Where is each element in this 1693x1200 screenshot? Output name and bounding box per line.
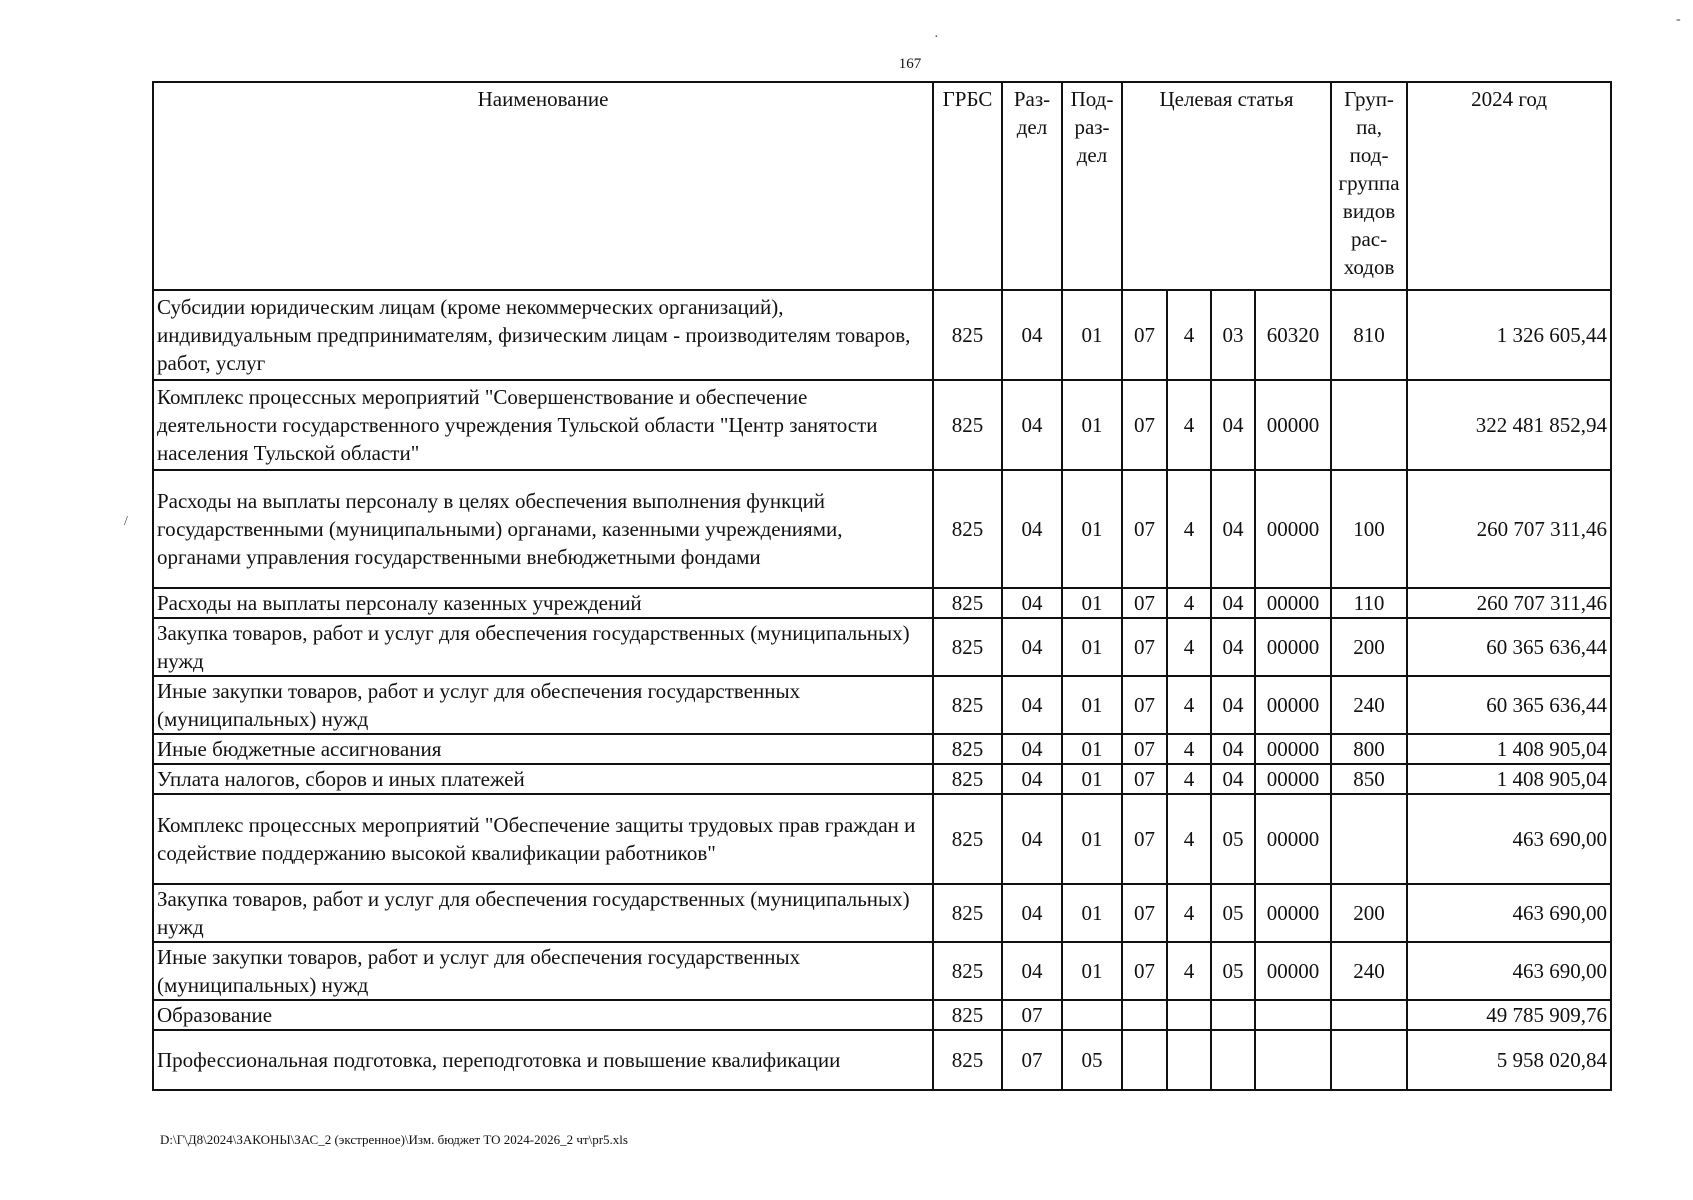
cell-grbs: 825 [933,1030,1002,1090]
cell-name: Комплекс процессных мероприятий "Обеспечение защиты трудовых прав граждан и содействие поддержанию высокой квалификации работников" [153,794,933,884]
header-podrazdel: Под- раз- дел [1062,82,1122,290]
cell-t4: 00000 [1255,764,1331,794]
cell-rz: 04 [1002,676,1062,734]
cell-grbs: 825 [933,764,1002,794]
table-row [153,884,1611,942]
cell-grbs: 825 [933,618,1002,676]
table-body [153,290,1611,1090]
cell-pr: 01 [1062,794,1122,884]
cell-pr: 01 [1062,942,1122,1000]
cell-rz: 04 [1002,942,1062,1000]
header-year: 2024 год [1407,82,1611,290]
cell-t2 [1167,1000,1211,1030]
cell-amount: 5 958 020,84 [1407,1030,1611,1090]
cell-pr: 01 [1062,290,1122,380]
cell-rz: 04 [1002,290,1062,380]
cell-name: Расходы на выплаты персоналу в целях обеспечения выполнения функций государственными (муниципальными) органами, казенными учреждениями, органами управления государственными внебюджетными фондами [153,470,933,588]
cell-pr [1062,1000,1122,1030]
cell-name: Закупка товаров, работ и услуг для обеспечения государственных (муниципальных) нужд [153,618,933,676]
cell-grbs: 825 [933,794,1002,884]
cell-t4: 00000 [1255,884,1331,942]
cell-t1 [1122,1000,1167,1030]
table-row [153,470,1611,588]
cell-t3 [1211,1030,1255,1090]
cell-rz: 04 [1002,794,1062,884]
header-target: Целевая статья [1122,82,1331,290]
cell-t3 [1211,1000,1255,1030]
cell-name: Иные бюджетные ассигнования [153,734,933,764]
cell-grbs: 825 [933,676,1002,734]
cell-amount: 1 408 905,04 [1407,734,1611,764]
cell-name: Образование [153,1000,933,1030]
cell-grbs: 825 [933,884,1002,942]
cell-t2: 4 [1167,884,1211,942]
table-row [153,794,1611,884]
cell-t4: 00000 [1255,794,1331,884]
cell-t3: 04 [1211,618,1255,676]
cell-grbs: 825 [933,942,1002,1000]
cell-vr [1331,1000,1407,1030]
cell-t4: 00000 [1255,942,1331,1000]
cell-grbs: 825 [933,380,1002,470]
cell-t2: 4 [1167,618,1211,676]
cell-t1: 07 [1122,470,1167,588]
cell-t2: 4 [1167,380,1211,470]
table-row [153,734,1611,764]
cell-pr: 01 [1062,884,1122,942]
cell-t2: 4 [1167,588,1211,618]
cell-name: Уплата налогов, сборов и иных платежей [153,764,933,794]
cell-vr: 850 [1331,764,1407,794]
table-row [153,1030,1611,1090]
cell-pr: 01 [1062,764,1122,794]
cell-name: Иные закупки товаров, работ и услуг для обеспечения государственных (муниципальных) нужд [153,942,933,1000]
cell-rz: 04 [1002,734,1062,764]
cell-vr: 110 [1331,588,1407,618]
cell-vr [1331,1030,1407,1090]
header-name: Наименование [153,82,933,290]
cell-grbs: 825 [933,470,1002,588]
cell-t4: 00000 [1255,380,1331,470]
header-grbs: ГРБС [933,82,1002,290]
table-row [153,618,1611,676]
cell-t1: 07 [1122,588,1167,618]
cell-t3: 04 [1211,734,1255,764]
cell-amount: 49 785 909,76 [1407,1000,1611,1030]
cell-pr: 01 [1062,618,1122,676]
cell-amount: 60 365 636,44 [1407,676,1611,734]
cell-rz: 04 [1002,470,1062,588]
cell-t2: 4 [1167,794,1211,884]
cell-name: Профессиональная подготовка, переподготовка и повышение квалификации [153,1030,933,1090]
cell-t3: 04 [1211,588,1255,618]
cell-t2: 4 [1167,676,1211,734]
cell-amount: 463 690,00 [1407,884,1611,942]
cell-t4: 60320 [1255,290,1331,380]
cell-t1: 07 [1122,884,1167,942]
cell-t1: 07 [1122,734,1167,764]
cell-t2: 4 [1167,764,1211,794]
cell-amount: 260 707 311,46 [1407,470,1611,588]
cell-grbs: 825 [933,588,1002,618]
budget-table [152,81,1612,1091]
table-row [153,676,1611,734]
cell-t1: 07 [1122,618,1167,676]
cell-pr: 01 [1062,676,1122,734]
cell-amount: 1 326 605,44 [1407,290,1611,380]
cell-t1: 07 [1122,764,1167,794]
cell-t1 [1122,1030,1167,1090]
cell-t2: 4 [1167,734,1211,764]
cell-t1: 07 [1122,942,1167,1000]
cell-t4 [1255,1000,1331,1030]
table-row [153,942,1611,1000]
scan-speck: - [1676,12,1681,27]
cell-vr: 200 [1331,884,1407,942]
cell-t2: 4 [1167,290,1211,380]
cell-vr: 100 [1331,470,1407,588]
cell-vr: 240 [1331,942,1407,1000]
table-row [153,764,1611,794]
cell-t1: 07 [1122,676,1167,734]
cell-t2: 4 [1167,942,1211,1000]
cell-t4: 00000 [1255,734,1331,764]
cell-t3: 04 [1211,676,1255,734]
cell-vr: 810 [1331,290,1407,380]
cell-pr: 01 [1062,588,1122,618]
footer-file-path: D:\Г\Д8\2024\ЗАКОНЫ\ЗАС_2 (экстренное)\Изм. бюджет ТО 2024-2026_2 чт\pr5.xls [160,1132,628,1147]
cell-t4: 00000 [1255,676,1331,734]
header-group: Груп- па, под- группа видов рас- ходов [1331,82,1407,290]
cell-t3: 03 [1211,290,1255,380]
cell-t2 [1167,1030,1211,1090]
cell-pr: 01 [1062,734,1122,764]
cell-pr: 01 [1062,380,1122,470]
cell-t1: 07 [1122,794,1167,884]
cell-t1: 07 [1122,290,1167,380]
cell-t4: 00000 [1255,588,1331,618]
cell-amount: 60 365 636,44 [1407,618,1611,676]
cell-vr [1331,380,1407,470]
cell-rz: 04 [1002,380,1062,470]
cell-name: Закупка товаров, работ и услуг для обеспечения государственных (муниципальных) нужд [153,884,933,942]
cell-amount: 463 690,00 [1407,942,1611,1000]
cell-rz: 04 [1002,588,1062,618]
cell-grbs: 825 [933,734,1002,764]
cell-name: Расходы на выплаты персоналу казенных учреждений [153,588,933,618]
cell-t3: 05 [1211,884,1255,942]
cell-vr: 800 [1331,734,1407,764]
table-row [153,380,1611,470]
scan-speck: · [934,30,939,45]
cell-grbs: 825 [933,290,1002,380]
cell-vr [1331,794,1407,884]
cell-vr: 240 [1331,676,1407,734]
cell-t3: 05 [1211,794,1255,884]
cell-amount: 1 408 905,04 [1407,764,1611,794]
cell-t1: 07 [1122,380,1167,470]
cell-t3: 04 [1211,470,1255,588]
table-header-row [153,82,1611,290]
table-row [153,1000,1611,1030]
table-row [153,588,1611,618]
cell-rz: 04 [1002,618,1062,676]
cell-pr: 01 [1062,470,1122,588]
cell-t3: 04 [1211,380,1255,470]
cell-name: Иные закупки товаров, работ и услуг для обеспечения государственных (муниципальных) нужд [153,676,933,734]
cell-t2: 4 [1167,470,1211,588]
cell-t4 [1255,1030,1331,1090]
cell-amount: 322 481 852,94 [1407,380,1611,470]
cell-amount: 260 707 311,46 [1407,588,1611,618]
cell-rz: 07 [1002,1030,1062,1090]
cell-vr: 200 [1331,618,1407,676]
page-number: 167 [898,56,922,72]
cell-t3: 05 [1211,942,1255,1000]
cell-rz: 04 [1002,884,1062,942]
cell-t3: 04 [1211,764,1255,794]
cell-t4: 00000 [1255,470,1331,588]
cell-t4: 00000 [1255,618,1331,676]
table-row [153,290,1611,380]
cell-grbs: 825 [933,1000,1002,1030]
cell-rz: 07 [1002,1000,1062,1030]
cell-name: Субсидии юридическим лицам (кроме некоммерческих организаций), индивидуальным предпринимателям, физическим лицам - производителям товаров, работ, услуг [153,290,933,380]
cell-rz: 04 [1002,764,1062,794]
cell-name: Комплекс процессных мероприятий "Совершенствование и обеспечение деятельности государственного учреждения Тульской области "Центр занятости населения Тульской области" [153,380,933,470]
cell-pr: 05 [1062,1030,1122,1090]
cell-amount: 463 690,00 [1407,794,1611,884]
header-razdel: Раз- дел [1002,82,1062,290]
scan-speck: / [124,514,128,529]
